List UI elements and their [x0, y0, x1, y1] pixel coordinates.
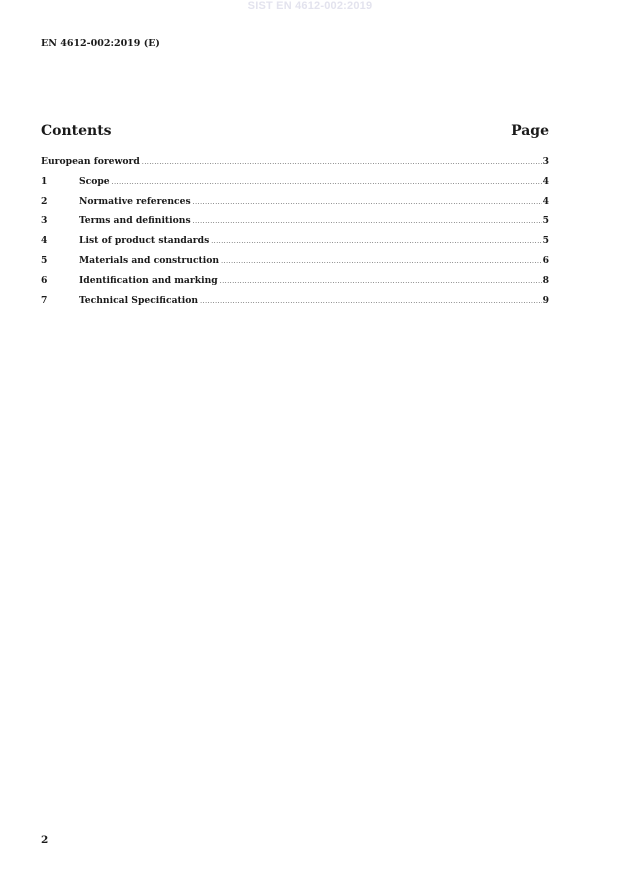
toc-entry-page: 4 [542, 195, 549, 207]
toc-entry-number: 1 [41, 175, 48, 187]
toc-dot-leader [112, 179, 542, 186]
toc-entry-page: 9 [542, 294, 549, 306]
toc-entry-number: 2 [41, 195, 48, 207]
toc-entry-foreword[interactable] [41, 156, 549, 176]
toc-entry-page: 4 [542, 175, 549, 187]
toc-entry-title: Scope [79, 175, 110, 187]
toc-entry-title: Technical Specification [79, 294, 199, 306]
toc-entry-title: Materials and construction [79, 254, 220, 266]
toc-entry-title: List of product standards [79, 235, 210, 247]
toc-entry-title: Terms and definitions [79, 215, 191, 227]
contents-title: Contents [41, 123, 112, 139]
toc-entry-title: European foreword [41, 156, 140, 167]
toc-entry-normative-references[interactable] [41, 196, 549, 216]
table-of-contents [41, 156, 549, 314]
toc-entry-page: 5 [542, 235, 549, 247]
toc-dot-leader [200, 298, 542, 305]
toc-entry-materials-and-construction[interactable] [41, 255, 549, 275]
toc-entry-title: Identification and marking [79, 274, 218, 286]
toc-dot-leader [211, 238, 541, 245]
toc-entry-page: 3 [542, 156, 549, 167]
toc-entry-number: 3 [41, 215, 48, 227]
toc-dot-leader [193, 199, 542, 206]
document-id: EN 4612-002:2019 (E) [41, 38, 160, 49]
toc-entry-number: 6 [41, 274, 48, 286]
toc-dot-leader [142, 159, 542, 166]
contents-header [41, 123, 549, 139]
toc-entry-number: 7 [41, 294, 48, 306]
toc-dot-leader [220, 278, 542, 285]
toc-entry-technical-specification[interactable] [41, 295, 549, 315]
toc-entry-page: 8 [542, 274, 549, 286]
toc-entry-title: Normative references [79, 195, 191, 207]
toc-entry-scope[interactable] [41, 176, 549, 196]
toc-entry-list-of-product-standards[interactable] [41, 235, 549, 255]
toc-entry-terms-and-definitions[interactable] [41, 215, 549, 235]
toc-entry-identification-and-marking[interactable] [41, 275, 549, 295]
toc-entry-page: 6 [542, 254, 549, 266]
toc-entry-number: 5 [41, 254, 48, 266]
toc-dot-leader [221, 258, 542, 265]
watermark: SIST EN 4612-002:2019 [247, 0, 373, 12]
page-column-label: Page [511, 123, 549, 139]
toc-entry-number: 4 [41, 235, 48, 247]
toc-dot-leader [193, 218, 542, 225]
toc-entry-page: 5 [542, 215, 549, 227]
page-number: 2 [41, 834, 49, 846]
